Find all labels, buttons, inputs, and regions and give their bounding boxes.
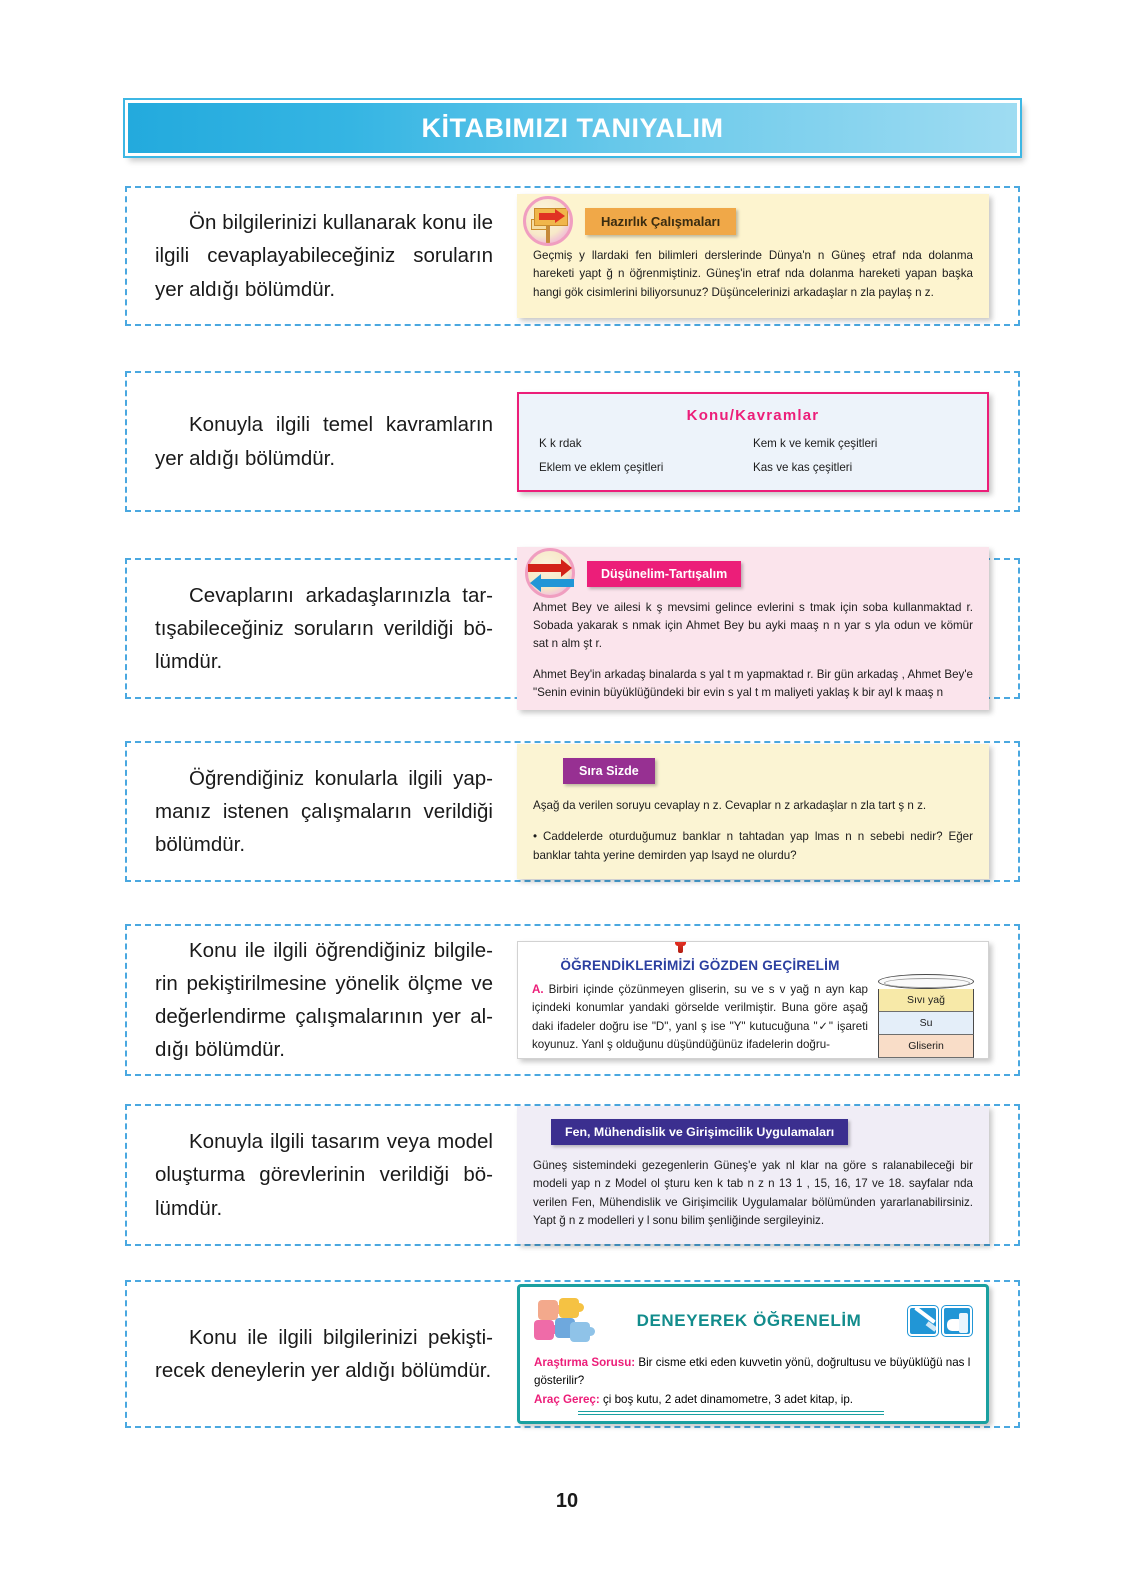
beaker-layer-label: Su xyxy=(878,1012,974,1035)
wash-hands-icon xyxy=(942,1306,972,1336)
section-description-text: Konu ile ilgili öğrendiğiniz bilgile-rin pekiştirilmesine yönelik ölçme ve değerlendirme çalışmalarının yer al-dığı bölümdür. xyxy=(155,938,493,1062)
deneyerek-question-line xyxy=(534,1354,972,1391)
card-body-hazirlik: Geçmiş y llardaki fen bilimleri derslerinde Dünya'n n Güneş etraf nda dolanma hareketi yapt ğ n öğrenmiştiniz. Güneş'in etraf nda dolanma hareketi yapan başka hangi gök cisimlerini biliyorsunuz? Düşüncelerinizi arkadaşlar n zla paylaş n z. xyxy=(533,249,973,299)
section-row-fen-muhendislik xyxy=(125,1104,1020,1246)
section-description-block xyxy=(127,579,517,679)
section-row-deneyerek xyxy=(125,1280,1020,1428)
red-right-arrow-shape xyxy=(528,564,562,572)
deneyerek-materials-label: Araç Gereç: xyxy=(534,1392,600,1406)
deneyerek-materials-line xyxy=(534,1391,972,1410)
section-description-block xyxy=(127,1125,517,1225)
red-pushpin-icon xyxy=(673,941,689,944)
section-description-text: Öğrendiğiniz konularla ilgili yap-manız istenen çalışmaların verildiği bölümdür. xyxy=(155,766,493,857)
sample-card-deneyerek xyxy=(517,1284,989,1425)
section-description-block xyxy=(127,1321,517,1387)
kavram-term: Kas ve kas çeşitleri xyxy=(753,460,853,474)
card-body-sira-line2: • Caddelerde oturduğumuz banklar n tahtadan yap lmas n n sebebi nedir? Eğer banklar tahta yerine demirden yap lsayd ne olurdu? xyxy=(533,830,973,862)
puzzle-piece-shape xyxy=(570,1322,590,1342)
section-description-block xyxy=(127,762,517,862)
page-number: 10 xyxy=(555,1490,579,1512)
signpost-red-arrow-shape xyxy=(539,213,556,220)
deneyerek-materials-text: çi boş kutu, 2 adet dinamometre, 3 adet kitap, ip. xyxy=(599,1392,854,1406)
signpost-arrow-icon xyxy=(523,196,573,246)
section-row-hazirlik xyxy=(125,186,1020,326)
deneyerek-header xyxy=(534,1297,972,1345)
card-body-sira-line1: Aşağ da verilen soruyu cevaplay n z. Cevaplar n z arkadaşlar n zla tart ş n z. xyxy=(533,799,927,813)
deneyerek-title: DENEYEREK ÖĞRENELİM xyxy=(636,1310,862,1330)
two-way-arrows-icon xyxy=(525,548,575,598)
deneyerek-body xyxy=(534,1354,972,1410)
section-row-sira-sizde xyxy=(125,741,1020,882)
kavramlar-title: Konu/Kavramlar xyxy=(686,406,820,424)
section-row-ogrendiklerimiz xyxy=(125,924,1020,1076)
ogrendik-body xyxy=(532,981,868,1054)
card-tag-hazirlik: Hazırlık Çalışmaları xyxy=(585,208,736,235)
beaker-layer-label: Gliserin xyxy=(878,1035,974,1058)
section-description-block xyxy=(127,408,517,474)
section-description-text: Cevaplarını arkadaşlarınızla tar-tışabileceğiniz soruların verildiği bö-lümdür. xyxy=(155,583,493,674)
card-body-dusunelim-para2: Ahmet Bey'in arkadaş binalarda s yal t m yapmaktad r. Bir gün arkadaş , Ahmet Bey'e "Senin evinin büyüklüğündeki bir evin s yal t m maliyeti yaklaş k bir ayl k maaş n xyxy=(533,667,973,699)
ogrendik-item-label: A. xyxy=(532,983,544,996)
section-row-dusunelim xyxy=(125,558,1020,699)
page-title: KİTABIMIZI TANIYALIM xyxy=(421,112,724,143)
section-sample-block xyxy=(517,1282,1018,1426)
puzzle-piece-shape xyxy=(559,1298,579,1318)
puzzle-piece-shape xyxy=(534,1320,554,1340)
page-header-banner xyxy=(125,100,1020,156)
cutting-hazard-icon xyxy=(908,1306,938,1336)
section-description-block xyxy=(127,934,517,1067)
sample-card-ogrendiklerimiz xyxy=(517,941,989,1059)
ogrendik-title: ÖĞRENDİKLERİMİZİ GÖZDEN GEÇİRELİM xyxy=(560,958,840,973)
sample-card-kavramlar xyxy=(517,392,989,492)
section-description-text: Konuyla ilgili temel kavramların yer aldığı bölümdür. xyxy=(155,413,493,470)
beaker-rim-shape xyxy=(878,974,974,989)
section-row-kavramlar xyxy=(125,371,1020,512)
card-tag-fen-muhendislik: Fen, Mühendislik ve Girişimcilik Uygulamaları xyxy=(551,1119,848,1145)
kavram-term: K k rdak xyxy=(539,436,582,450)
deneyerek-question-label: Araştırma Sorusu: xyxy=(534,1355,636,1369)
card-tag-sira-sizde: Sıra Sizde xyxy=(563,758,655,784)
section-sample-block xyxy=(517,1106,1018,1244)
kavram-term: Eklem ve eklem çeşitleri xyxy=(539,460,664,474)
section-description-text: Ön bilgilerinizi kullanarak konu ile ilgili cevaplayabileceğiniz soruların yer aldığı bölümdür. xyxy=(155,211,493,301)
section-description-text: Konuyla ilgili tasarım veya model oluşturma görevlerinin verildiği bö-lümdür. xyxy=(155,1130,493,1220)
safety-icon-group xyxy=(908,1306,972,1336)
beaker-illustration xyxy=(878,974,974,1058)
card-body-fen-muhendislik: Güneş sistemindeki gezegenlerin Güneş'e yak nl klar na göre s ralanabileceği bir modeli yap n z Model ol şturu ken k tab n z n 13 1 , 15, 16, 17 ve 18. sayfalar nda verilen Fen, Mühendislik ve Girişimcilik Uygulamalar bölümünden yararlanabilirsiniz. Yapt ğ n z modelleri y l sonu bilim şenliğinde sergileyiniz. xyxy=(533,1158,973,1227)
kavram-term: Kem k ve kemik çeşitleri xyxy=(753,436,878,450)
sample-card-fen-muhendislik xyxy=(517,1106,989,1244)
sample-card-sira-sizde xyxy=(517,744,989,879)
deneyerek-title-rule xyxy=(578,1411,884,1415)
section-sample-block xyxy=(517,188,1018,324)
section-sample-block xyxy=(517,743,1018,880)
deneyerek-question-text: Bir cisme etki eden kuvvetin yönü, doğrultusu ve büyüklüğü nas l gösterilir? xyxy=(534,1355,971,1388)
section-sample-block xyxy=(517,560,1018,697)
blue-left-arrow-shape xyxy=(540,579,574,587)
ogrendik-body-text: Birbiri içinde çözünmeyen gliserin, su ve s v yağ n ayn kap içindeki konumlar yandaki görselde verilmiştir. Buna göre aşağ daki ifadeler doğru ise "D", yanl ş ise "Y" kutucuğuna "✓" işareti koyunuz. Yanl ş olduğunu düşündüğünüz ifadelerin doğru- xyxy=(532,983,868,1051)
section-description-text: Konu ile ilgili bilgilerinizi pekişti-recek deneylerin yer aldığı bölümdür. xyxy=(155,1325,493,1382)
puzzle-pieces-icon xyxy=(534,1298,590,1344)
card-body-dusunelim-para1: Ahmet Bey ve ailesi k ş mevsimi gelince evlerini s tmak için soba kullanmaktad r. Sobada yakarak s nmak için Ahmet Bey bu ayki maaş n n yar s yla odun ve kömür sat n alm şt r. xyxy=(533,600,973,651)
sample-card-dusunelim xyxy=(517,547,989,711)
kavramlar-term-grid xyxy=(539,437,967,474)
section-sample-block xyxy=(517,373,1018,510)
ogrendik-text-column xyxy=(532,958,868,1058)
sample-card-hazirlik xyxy=(517,194,989,318)
section-sample-block xyxy=(517,926,1018,1074)
section-description-block xyxy=(127,206,517,306)
puzzle-piece-shape xyxy=(538,1300,558,1320)
beaker-layer-label: Sıvı yağ xyxy=(878,989,974,1012)
card-tag-dusunelim: Düşünelim-Tartışalım xyxy=(587,561,741,587)
